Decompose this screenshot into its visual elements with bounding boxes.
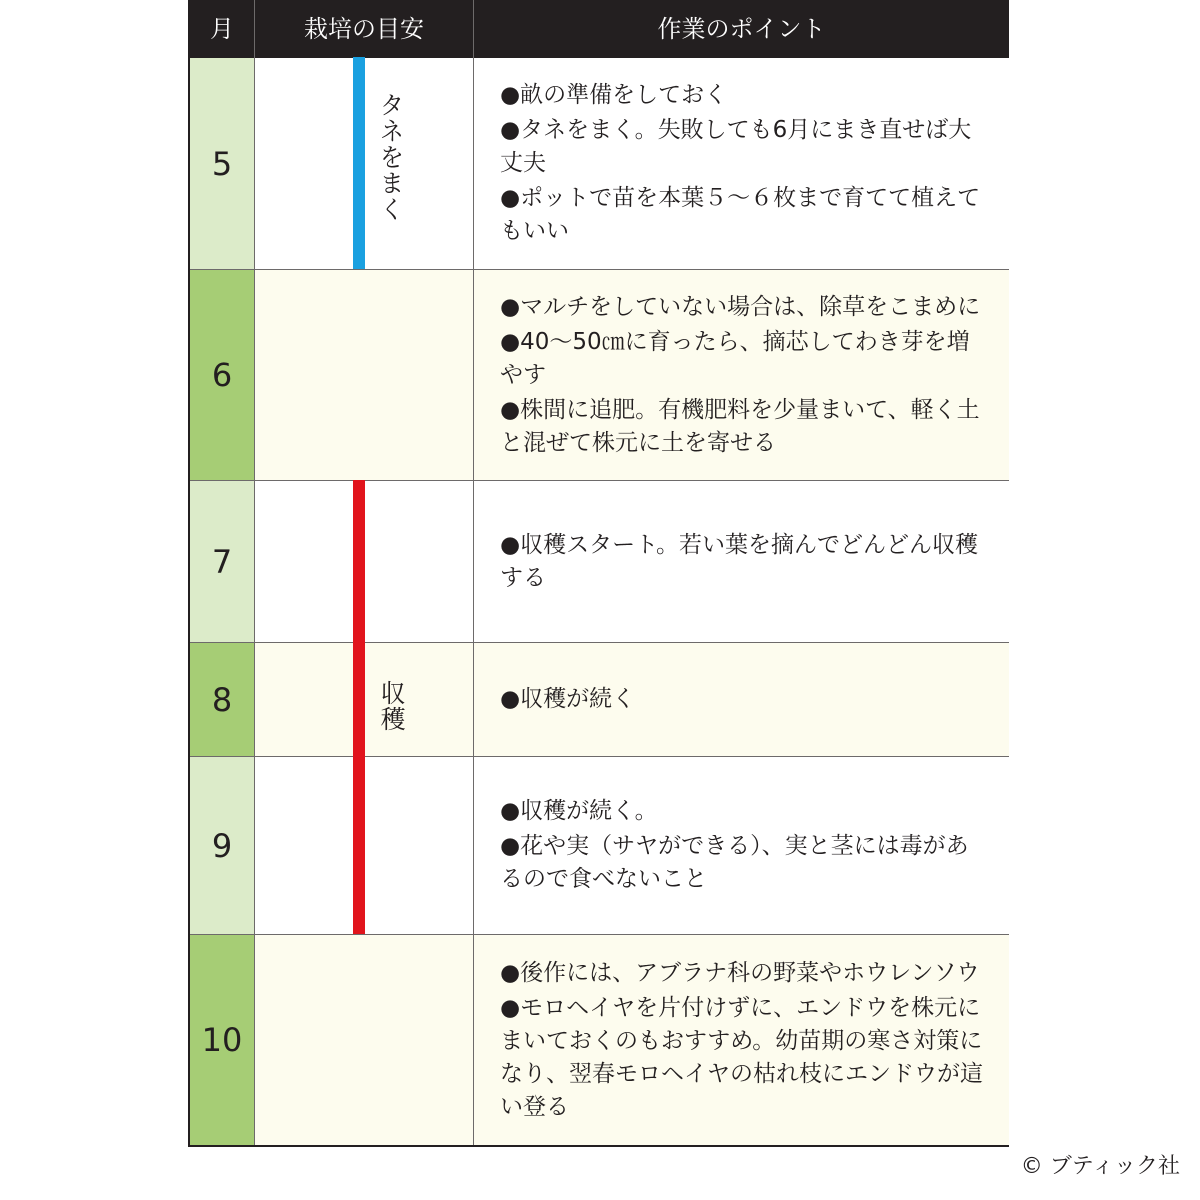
month-cell: 5 [190, 58, 255, 269]
copyright-notice: © ブティック社 [1020, 1154, 1180, 1179]
table-header [190, 0, 1009, 58]
points-cell [474, 643, 1009, 756]
point-item: ●畝の準備をしておく [500, 82, 728, 108]
table-row-month-10 [190, 935, 1009, 1145]
point-item: ●株間に追肥。有機肥料を少量まいて、軽く土と混ぜて株元に土を寄せる [500, 396, 980, 456]
month-cell: 9 [190, 757, 255, 934]
point-item: ●モロヘイヤを片付けずに、エンドウを株元にまいておくのもおすすめ。幼苗期の寒さ対策になり、翌春モロヘイヤの枯れ枝にエンドウが這い登る [500, 994, 983, 1120]
points-cell [474, 481, 1009, 642]
sowing-period-bar [353, 57, 365, 269]
point-item: ●収穫が続く。 [500, 798, 658, 824]
point-item: ●40～50㎝に育ったら、摘芯してわき芽を増やす [500, 328, 970, 388]
point-item: ●後作には、アブラナ科の野菜やホウレンソウ [500, 959, 980, 986]
point-item: ●タネをまく。失敗しても6月にまき直せば大丈夫 [500, 117, 972, 176]
point-item: ●ポットで苗を本葉５～６枚まで育てて植えてもいい [500, 185, 981, 244]
table-row-month-9 [190, 757, 1009, 935]
table-row-month-6 [190, 270, 1009, 481]
table-row-month-7 [190, 481, 1009, 643]
points-cell [474, 270, 1009, 480]
sowing-label: タネをまく [376, 92, 405, 222]
month-cell: 10 [190, 935, 255, 1145]
point-item: ●収穫が続く [500, 686, 636, 712]
header-points: 作業のポイント [657, 15, 826, 43]
month-cell: 6 [190, 270, 255, 480]
points-cell [474, 757, 1009, 934]
table-row-month-8 [190, 643, 1009, 757]
point-item: ●花や実（サヤができる）、実と茎には毒があるので食べないこと [500, 833, 969, 892]
header-month: 月 [190, 0, 255, 58]
harvest-label: 収穫 [377, 680, 406, 732]
points-cell [474, 935, 1009, 1145]
harvest-period-bar [353, 480, 365, 934]
month-cell: 8 [190, 643, 255, 756]
month-cell: 7 [190, 481, 255, 642]
table-row-month-5 [190, 58, 1009, 270]
point-item: ●収穫スタート。若い葉を摘んでどんどん収穫する [500, 531, 978, 591]
point-item: ●マルチをしていない場合は、除草をこまめに [500, 293, 981, 320]
header-guide: 栽培の目安 [255, 0, 474, 58]
cultivation-calendar-table [188, 0, 1009, 1147]
guide-cell [255, 935, 474, 1145]
points-cell [474, 58, 1009, 269]
guide-cell [255, 270, 474, 480]
